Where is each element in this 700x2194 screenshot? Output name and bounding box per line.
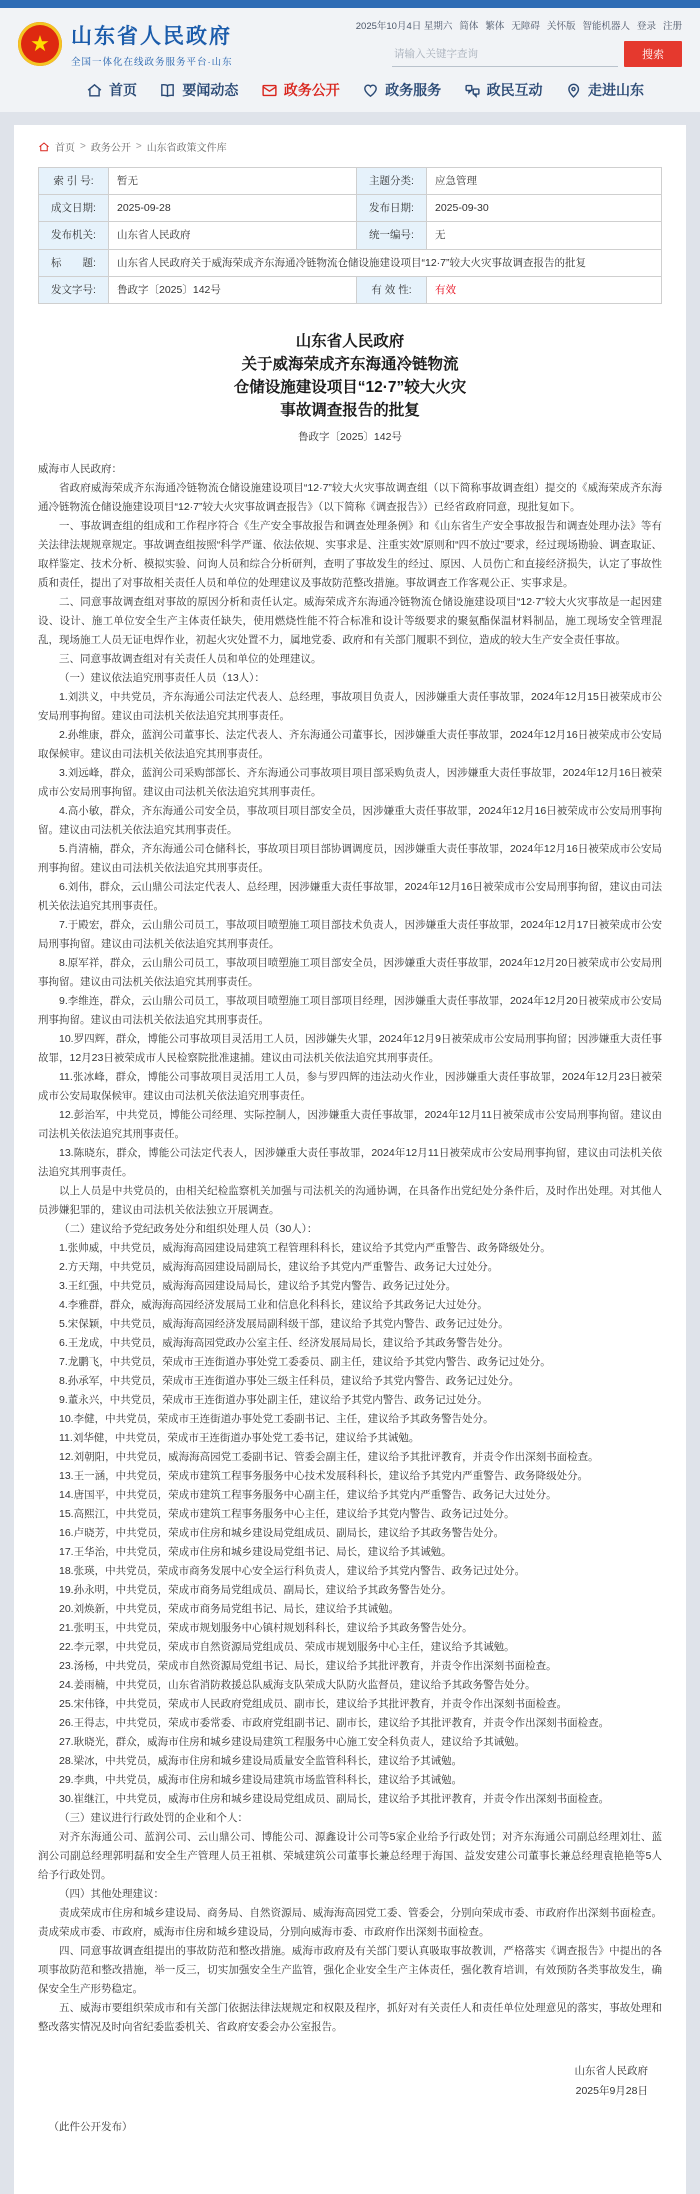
metadata-label: 成文日期: bbox=[39, 195, 109, 222]
body-paragraph: （四）其他处理建议： bbox=[59, 1887, 164, 1900]
breadcrumb-separator: > bbox=[135, 141, 142, 152]
body-paragraph: 18.张瑛，中共党员，荣成市商务发展中心安全运行科负责人，建议给予其党内警告、政务记过处分。 bbox=[59, 1564, 526, 1577]
body-paragraph: 对齐东海通公司、蓝润公司、云山鼎公司、博能公司、源鑫设计公司等5家企业给予行政处罚；对齐东海通公司副总经理刘壮、蓝润公司副总经理郭明磊和安全生产管理人员王祖棋、荣城建筑公司董事长兼总经理于海国、益发安建公司董事长兼总经理袁艳艳等5人给予行政处罚。 bbox=[38, 1830, 662, 1881]
search-button[interactable]: 搜索 bbox=[624, 41, 682, 67]
body-paragraph: 24.姜雨楠，中共党员，山东省消防救援总队威海支队荣成大队防火监督员，建议给予其政务警告处分。 bbox=[59, 1678, 536, 1691]
body-paragraph: 7.于殿宏，群众，云山鼎公司员工，事故项目喷塑施工项目部技术负责人，因涉嫌重大责任事故罪，2024年12月17日被荣成市公安局刑事拘留。建议由司法机关依法追究其刑事责任。 bbox=[38, 918, 662, 950]
metadata-value: 2025-09-30 bbox=[427, 195, 662, 222]
nav-item-首页[interactable] bbox=[86, 80, 137, 100]
utility-link[interactable]: 繁体 bbox=[485, 21, 505, 32]
brand[interactable] bbox=[18, 16, 233, 68]
body-paragraph: （一）建议依法追究刑事责任人员（13人）： bbox=[59, 671, 265, 684]
utility-link[interactable]: 登录 bbox=[636, 21, 656, 32]
body-paragraph: 五、威海市要组织荣成市和有关部门依据法律法规规定和权限及程序，抓好对有关责任人和责任单位处理意见的落实，事故处理和整改落实情况及时向省纪委监委机关、省政府安委会办公室报告。 bbox=[38, 2001, 662, 2033]
metadata-row bbox=[39, 222, 662, 249]
body-paragraph: 一、事故调查组的组成和工作程序符合《生产安全事故报告和调查处理条例》和《山东省生产安全事故报告和调查处理办法》等有关法律法规规章规定。事故调查组按照“科学严谨、依法依规、实事求是、注重实效”原则和“四不放过”要求，经过现场勘验、调查取证、取样鉴定、技术分析、模拟实验、问询人员和综合分析研判，查明了事故发生的经过、原因、人员伤亡和直接经济损失，认定了事故性质和责任，提出了对事故相关责任人员和单位的处理建议及事故防范整改措施。事故调查工作客观公正、实事求是。 bbox=[38, 519, 662, 589]
body-paragraph: 23.汤杨，中共党员，荣成市自然资源局党组书记、局长，建议给予其批评教育，并责令作出深刻书面检查。 bbox=[59, 1659, 557, 1672]
body-paragraph: 1.张帅威，中共党员，威海海高园建设局建筑工程管理科科长，建议给予其党内严重警告、政务降级处分。 bbox=[59, 1241, 551, 1254]
metadata-row bbox=[39, 249, 662, 276]
document-title-line: 山东省人民政府 bbox=[295, 332, 405, 350]
news-icon bbox=[159, 82, 176, 99]
body-paragraph: 二、同意事故调查组对事故的原因分析和责任认定。威海荣成齐东海通冷链物流仓储设施建设项目“12·7”较大火灾事故是一起因建设、设计、施工单位安全生产主体责任缺失，使用燃烧性能不符合标准和设计等级要求的聚氨酯保温材料制品，施工现场安全管理混乱，现场施工人员无证电焊作业，初起火灾处置不力，属地党委、政府和有关部门履职不到位，造成的较大生产安全责任事故。 bbox=[38, 595, 662, 646]
body-paragraph: 12.刘朝阳，中共党员，威海海高园党工委副书记、管委会副主任，建议给予其批评教育，并责令作出深刻书面检查。 bbox=[59, 1450, 599, 1463]
metadata-value: 无 bbox=[427, 222, 662, 249]
breadcrumb-item: 山东省政策文件库 bbox=[146, 143, 227, 154]
metadata-row bbox=[39, 276, 662, 303]
body-paragraph: （三）建议进行行政处罚的企业和个人： bbox=[59, 1811, 248, 1824]
page-background bbox=[0, 112, 700, 2194]
metadata-row bbox=[39, 195, 662, 222]
metadata-value: 山东省人民政府 bbox=[109, 222, 357, 249]
body-paragraph: 21.张明玉，中共党员，荣成市规划服务中心镇村规划科科长，建议给予其政务警告处分。 bbox=[59, 1621, 473, 1634]
body-paragraph: 10.李健，中共党员，荣成市王连街道办事处党工委副书记、主任，建议给予其政务警告处分。 bbox=[59, 1412, 494, 1425]
body-paragraph: 5.宋保颖，中共党员，威海海高园经济发展局副科级干部，建议给予其党内警告、政务记过处分。 bbox=[59, 1317, 509, 1330]
validity-status: 有效 bbox=[435, 283, 456, 296]
heart-icon bbox=[362, 82, 379, 99]
body-paragraph: 17.王华治，中共党员，荣成市住房和城乡建设局党组书记、局长，建议给予其诫勉。 bbox=[59, 1545, 452, 1558]
metadata-table bbox=[38, 167, 662, 304]
header-date: 2025年10月4日 星期六 bbox=[355, 21, 453, 32]
metadata-label: 统一编号: bbox=[357, 222, 427, 249]
metadata-value bbox=[427, 276, 662, 303]
body-paragraph: 8.原军祥，群众，云山鼎公司员工，事故项目喷塑施工项目部安全员，因涉嫌重大责任事故罪，2024年12月20日被荣成市公安局刑事拘留。建议由司法机关依法追究其刑事责任。 bbox=[38, 956, 662, 988]
body-paragraph: 20.刘焕新，中共党员，荣成市商务局党组书记、局长，建议给予其诫勉。 bbox=[59, 1602, 400, 1615]
body-paragraph: 30.崔继江，中共党员，威海市住房和城乡建设局党组成员、副局长，建议给予其批评教育，并责令作出深刻书面检查。 bbox=[59, 1792, 610, 1805]
body-paragraph: 3.刘远峰，群众，蓝润公司采购部部长、齐东海通公司事故项目项目部采购负责人，因涉嫌重大责任事故罪，2024年12月16日被荣成市公安局刑事拘留。建议由司法机关依法追究其刑事责任。 bbox=[38, 766, 662, 798]
main-nav bbox=[18, 68, 682, 112]
breadcrumb-item[interactable]: 政务公开 bbox=[90, 143, 131, 154]
body-paragraph: 9.董永兴，中共党员，荣成市王连街道办事处副主任，建议给予其党内警告、政务记过处分。 bbox=[59, 1393, 488, 1406]
body-paragraph: 8.孙承军，中共党员，荣成市王连街道办事处三级主任科员，建议给予其党内警告、政务记过处分。 bbox=[59, 1374, 520, 1387]
body-paragraph: 2.方天翔，中共党员，威海海高园建设局副局长，建议给予其党内严重警告、政务记大过处分。 bbox=[59, 1260, 499, 1273]
body-paragraph: 责成荣成市住房和城乡建设局、商务局、自然资源局、威海海高园党工委、管委会，分别向荣成市委、市政府作出深刻书面检查。责成荣成市委、市政府，威海市住房和城乡建设局，分别向威海市委、市政府作出深刻书面检查。 bbox=[38, 1906, 662, 1938]
body-paragraph: 6.王龙成，中共党员，威海海高园党政办公室主任、经济发展局局长，建议给予其政务警告处分。 bbox=[59, 1336, 509, 1349]
metadata-label: 发文字号: bbox=[39, 276, 109, 303]
nav-item-label: 首页 bbox=[109, 82, 137, 98]
body-paragraph: 25.宋伟锋，中共党员，荣成市人民政府党组成员、副市长，建议给予其批评教育，并责令作出深刻书面检查。 bbox=[59, 1697, 568, 1710]
utility-link[interactable]: 注册 bbox=[662, 21, 682, 32]
document-title-line: 仓储设施建设项目“12·7”较大火灾 bbox=[233, 378, 467, 396]
utility-links bbox=[355, 18, 682, 32]
utility-link[interactable]: 简体 bbox=[459, 21, 479, 32]
body-paragraph: 22.李元翠，中共党员，荣成市自然资源局党组成员、荣成市规划服务中心主任，建议给予其诫勉。 bbox=[59, 1640, 515, 1653]
body-paragraph: 9.李维连，群众，云山鼎公司员工，事故项目喷塑施工项目部项目经理，因涉嫌重大责任事故罪，2024年12月20日被荣成市公安局刑事拘留。建议由司法机关依法追究其刑事责任。 bbox=[38, 994, 662, 1026]
search-input[interactable] bbox=[392, 41, 618, 67]
body-paragraph: 4.李雅群，群众，威海海高园经济发展局工业和信息化科科长，建议给予其政务记大过处分。 bbox=[59, 1298, 488, 1311]
nav-item-走进山东[interactable] bbox=[565, 80, 644, 100]
home-icon bbox=[86, 82, 103, 99]
body-paragraph: 四、同意事故调查组提出的事故防范和整改措施。威海市政府及有关部门要认真吸取事故教训，严格落实《调查报告》中提出的各项事故防范和整改措施，举一反三，切实加强安全生产监管，强化企业安全生产主体责任，强化教育培训，有效预防各类事故发生，确保安全生产形势稳定。 bbox=[38, 1944, 662, 1995]
signature-date: 2025年9月28日 bbox=[575, 2084, 648, 2097]
body-paragraph: 13.王一涵，中共党员，荣成市建筑工程事务服务中心技术发展科科长，建议给予其党内严重警告、政务降级处分。 bbox=[59, 1469, 589, 1482]
nav-item-政务公开[interactable] bbox=[261, 80, 340, 100]
body-paragraph: 11.刘华健，中共党员，荣成市王连街道办事处党工委书记，建议给予其诫勉。 bbox=[59, 1431, 420, 1444]
body-paragraph: 19.孙永明，中共党员，荣成市商务局党组成员、副局长，建议给予其政务警告处分。 bbox=[59, 1583, 452, 1596]
body-paragraph: 10.罗四辉，群众，博能公司事故项目灵活用工人员，因涉嫌失火罪，2024年12月9日被荣成市公安局刑事拘留；因涉嫌重大责任事故罪，12月23日被荣成市人民检察院批准逮捕。建议由司法机关依法追究其刑事责任。 bbox=[38, 1032, 662, 1064]
body-paragraph: 3.王红强，中共党员，威海海高园建设局局长，建议给予其党内警告、政务记过处分。 bbox=[59, 1279, 457, 1292]
nav-item-要闻动态[interactable] bbox=[159, 80, 238, 100]
body-paragraph: 2.孙维康，群众，蓝润公司董事长、法定代表人、齐东海通公司董事长，因涉嫌重大责任事故罪，2024年12月16日被荣成市公安局取保候审。建议由司法机关依法追究其刑事责任。 bbox=[38, 728, 662, 760]
nav-item-政务服务[interactable] bbox=[362, 80, 441, 100]
breadcrumb-item[interactable]: 首页 bbox=[55, 143, 75, 154]
map-pin-icon bbox=[565, 82, 582, 99]
nav-item-label: 政务公开 bbox=[283, 82, 340, 98]
body-paragraph: 5.肖清楠，群众，齐东海通公司仓储科长，事故项目项目部协调调度员，因涉嫌重大责任事故罪，2024年12月16日被荣成市公安局刑事拘留。建议由司法机关依法追究其刑事责任。 bbox=[38, 842, 662, 874]
metadata-label: 发布机关: bbox=[39, 222, 109, 249]
body-paragraph: 28.梁冰，中共党员，威海市住房和城乡建设局质量安全监管科科长，建议给予其诫勉。 bbox=[59, 1754, 463, 1767]
site-header bbox=[0, 8, 700, 112]
metadata-value: 鲁政字〔2025〕142号 bbox=[109, 276, 357, 303]
chat-icon bbox=[464, 82, 481, 99]
metadata-label: 标 题: bbox=[39, 249, 109, 276]
document-title bbox=[38, 330, 662, 422]
nav-item-政民互动[interactable] bbox=[464, 80, 543, 100]
metadata-label: 索 引 号: bbox=[39, 168, 109, 195]
metadata-value: 应急管理 bbox=[427, 168, 662, 195]
utility-link[interactable]: 无障碍 bbox=[511, 21, 540, 32]
utility-link[interactable]: 智能机器人 bbox=[582, 21, 630, 32]
metadata-label: 发布日期: bbox=[357, 195, 427, 222]
breadcrumb-separator: > bbox=[80, 141, 86, 152]
metadata-value: 暂无 bbox=[109, 168, 357, 195]
home-icon bbox=[38, 141, 50, 153]
document-title-line: 事故调查报告的批复 bbox=[280, 401, 420, 419]
metadata-row bbox=[39, 168, 662, 195]
metadata-value: 山东省人民政府关于威海荣成齐东海通冷链物流仓储设施建设项目“12·7”较大火灾事故调查报告的批复 bbox=[109, 249, 662, 276]
body-paragraph: 6.刘伟，群众，云山鼎公司法定代表人、总经理，因涉嫌重大责任事故罪，2024年12月16日被荣成市公安局刑事拘留，建议由司法机关依法追究其刑事责任。 bbox=[38, 880, 662, 912]
body-paragraph: （二）建议给予党纪政务处分和组织处理人员（30人）： bbox=[59, 1222, 318, 1235]
body-paragraph: 14.唐国平，中共党员，荣成市建筑工程事务服务中心副主任，建议给予其党内严重警告、政务记大过处分。 bbox=[59, 1488, 557, 1501]
body-paragraph: 1.刘洪义，中共党员，齐东海通公司法定代表人、总经理，事故项目负责人，因涉嫌重大责任事故罪，2024年12月15日被荣成市公安局刑事拘留。建议由司法机关依法追究其刑事责任。 bbox=[38, 690, 662, 722]
metadata-value: 2025-09-28 bbox=[109, 195, 357, 222]
body-paragraph: 26.王得志，中共党员，荣成市委常委、市政府党组副书记、副市长，建议给予其批评教育，并责令作出深刻书面检查。 bbox=[59, 1716, 610, 1729]
body-paragraph: 以上人员是中共党员的，由相关纪检监察机关加强与司法机关的沟通协调，在具备作出党纪处分条件后，及时作出处理。对其他人员涉嫌犯罪的，建议由司法机关依法独立开展调查。 bbox=[38, 1184, 662, 1216]
document-number: 鲁政字〔2025〕142号 bbox=[298, 430, 402, 443]
body-paragraph: 16.卢晓芳，中共党员，荣成市住房和城乡建设局党组成员、副局长，建议给予其政务警告处分。 bbox=[59, 1526, 505, 1539]
body-paragraph: 27.耿晓光，群众，威海市住房和城乡建设局建筑工程服务中心施工安全科负责人，建议给予其诫勉。 bbox=[59, 1735, 526, 1748]
nav-item-label: 要闻动态 bbox=[182, 82, 239, 98]
body-paragraph: 4.高小敏，群众，齐东海通公司安全员，事故项目项目部安全员，因涉嫌重大责任事故罪，2024年12月16日被荣成市公安局刑事拘留。建议由司法机关依法追究其刑事责任。 bbox=[38, 804, 662, 836]
body-paragraph: 7.龙鹏飞，中共党员，荣成市王连街道办事处党工委委员、副主任，建议给予其党内警告、政务记过处分。 bbox=[59, 1355, 551, 1368]
metadata-table-body bbox=[39, 168, 662, 304]
document-body bbox=[38, 460, 662, 2037]
signature-issuer: 山东省人民政府 bbox=[574, 2064, 648, 2077]
body-paragraph: 15.高熙江，中共党员，荣成市建筑工程事务服务中心主任，建议给予其党内警告、政务记过处分。 bbox=[59, 1507, 515, 1520]
body-paragraph: 29.李典，中共党员，威海市住房和城乡建设局建筑市场监管科科长，建议给予其诫勉。 bbox=[59, 1773, 463, 1786]
nav-item-label: 政民互动 bbox=[486, 82, 543, 98]
breadcrumb bbox=[38, 139, 662, 154]
nav-item-label: 政务服务 bbox=[385, 82, 442, 98]
document-title-line: 关于威海荣成齐东海通冷链物流 bbox=[241, 355, 459, 373]
site-title: 山东省人民政府 bbox=[71, 25, 232, 48]
site-subtitle: 全国一体化在线政务服务平台·山东 bbox=[71, 57, 233, 68]
body-paragraph: 11.张冰峰，群众，博能公司事故项目灵活用工人员，参与罗四辉的违法动火作业，因涉嫌重大责任事故罪，2024年12月23日被荣成市公安局取保候审。建议由司法机关依法追究刑事责任。 bbox=[38, 1070, 662, 1102]
signature-block bbox=[38, 2061, 662, 2101]
content-card bbox=[14, 125, 686, 2194]
utility-link[interactable]: 关怀版 bbox=[546, 21, 576, 32]
envelope-icon bbox=[261, 82, 278, 99]
body-paragraph: 三、同意事故调查组对有关责任人员和单位的处理建议。 bbox=[59, 652, 322, 665]
metadata-label: 有 效 性: bbox=[357, 276, 427, 303]
national-emblem-logo: ★ bbox=[18, 22, 62, 66]
body-paragraph: 12.彭治军，中共党员，博能公司经理、实际控制人，因涉嫌重大责任事故罪，2024年12月11日被荣成市公安局刑事拘留。建议由司法机关依法追究其刑事责任。 bbox=[38, 1108, 662, 1140]
salutation: 威海市人民政府： bbox=[38, 462, 122, 475]
nav-item-label: 走进山东 bbox=[587, 82, 644, 98]
body-paragraph: 13.陈晓东，群众，博能公司法定代表人，因涉嫌重大责任事故罪，2024年12月11日被荣成市公安局刑事拘留，建议由司法机关依法追究其刑事责任。 bbox=[38, 1146, 662, 1178]
body-paragraph: 省政府威海荣成齐东海通冷链物流仓储设施建设项目“12·7”较大火灾事故调查组（以下简称事故调查组）提交的《威海荣成齐东海通冷链物流仓储设施建设项目“12·7”较大火灾事故调查报告》（以下简称《调查报告》）已经省政府同意，现批复如下。 bbox=[38, 481, 662, 513]
public-release-note: （此件公开发布） bbox=[48, 2120, 133, 2133]
top-accent-bar bbox=[0, 0, 700, 8]
metadata-label: 主题分类: bbox=[357, 168, 427, 195]
